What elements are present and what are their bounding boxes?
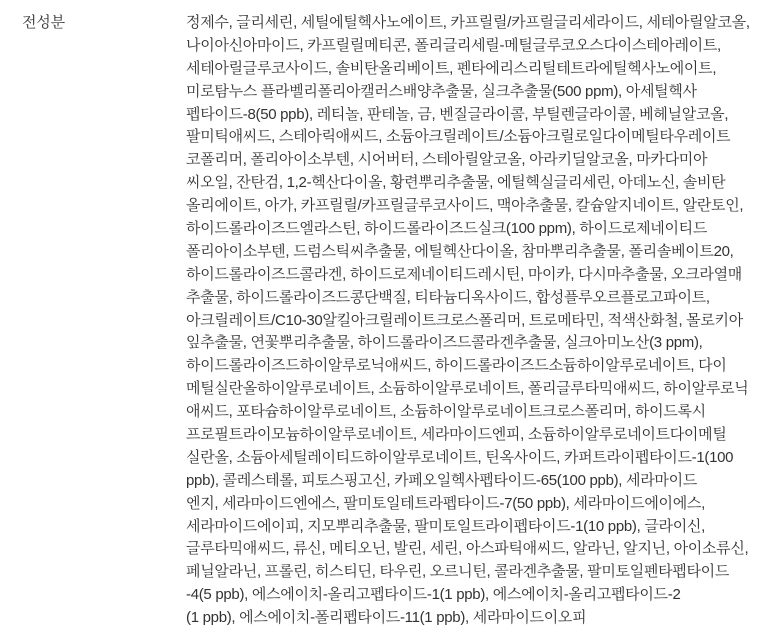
ingredients-text-line: 엔지, 세라마이드엔에스, 팔미토일테트라펩타이드-7(50 ppb), 세라마이드에이에스,: [186, 494, 705, 512]
ingredients-text-line: 애씨드, 포타슘하이알루로네이트, 소듐하이알루로네이트크로스폴리머, 하이드록시: [186, 403, 706, 421]
ingredients-text-line: 씨오일, 잔탄검, 1,2-헥산다이올, 황련뿌리추출물, 에틸헥실글리세린, 아데노신, 솔비탄: [186, 174, 726, 192]
ingredients-text-line: 정제수, 글리세린, 세틸에틸헥사노에이트, 카프릴릴/카프릴글리세라이드, 세테아릴알코올,: [186, 14, 750, 31]
ingredients-text-line: 올리에이트, 아가, 카프릴릴/카프릴글루코사이드, 맥아추출물, 칼슘알지네이트, 알란토인,: [186, 197, 744, 215]
ingredients-text-line: 페닐알라닌, 프롤린, 히스티딘, 타우린, 오르니틴, 콜라겐추출물, 팔미토일펜타펩타이드: [186, 563, 730, 581]
ingredients-text-line: 프로필트라이모늄하이알루로네이트, 세라마이드엔피, 소듐하이알루로네이트다이메틸: [186, 426, 727, 444]
ingredients-text-line: -4(5 ppb), 에스에이치-올리고펩타이드-1(1 ppb), 에스에이치-올리고펩타이드-2: [186, 586, 681, 604]
ingredients-text-line: 글루타믹애씨드, 류신, 메티오닌, 발린, 세린, 아스파틱애씨드, 알라닌, 알지닌, 아이소류신,: [186, 540, 749, 558]
ingredients-text: [186, 12, 772, 630]
ingredients-text-line: 잎추출물, 연꽃뿌리추출물, 하이드롤라이즈드콜라겐추출물, 실크아미노산(3 ppm),: [186, 334, 703, 352]
ingredients-text-line: 폴리아이소부텐, 드럼스틱씨추출물, 에틸헥산다이올, 참마뿌리추출물, 폴리솔베이트20,: [186, 242, 734, 260]
ingredients-text-line: 펩타이드-8(50 ppb), 레티놀, 판테놀, 금, 벤질글라이콜, 부틸렌글라이콜, 베헤닐알코올,: [186, 105, 729, 123]
ingredients-text-line: 하이드롤라이즈드하이알루로닉애씨드, 하이드롤라이즈드소듐하이알루로네이트, 다이: [186, 357, 727, 375]
ingredients-label: 전성분: [22, 14, 65, 31]
ingredients-text-line: 하이드롤라이즈드엘라스틴, 하이드롤라이즈드실크(100 ppm), 하이드로제네이티드: [186, 220, 708, 238]
ingredients-text-line: 실란올, 소듐아세틸레이티드하이알루로네이트, 틴옥사이드, 카퍼트라이펩타이드-1(100: [186, 448, 734, 466]
ingredients-text-line: 코폴리머, 폴리아이소부텐, 시어버터, 스테아릴알코올, 아라키딜알코올, 마카다미아: [186, 151, 708, 169]
ingredients-text-line: 세테아릴글루코사이드, 솔비탄올리베이트, 펜타에리스리틸테트라에틸헥사노에이트,: [186, 59, 717, 77]
ingredients-text-line: 세라마이드에이피, 지모뿌리추출물, 팔미토일트라이펩타이드-1(10 ppb), 글라이신,: [186, 517, 705, 535]
ingredients-text-line: 아크릴레이트/C10-30알킬아크릴레이트크로스폴리머, 트로메타민, 적색산화철, 몰로키아: [186, 311, 743, 329]
ingredients-text-line: 나이아신아마이드, 카프릴릴메티콘, 폴리글리세릴-메틸글루코오스다이스테아레이트,: [186, 36, 721, 54]
ingredients-text-line: 추출물, 하이드롤라이즈드콩단백질, 티타늄디옥사이드, 합성플루오르플로고파이트,: [186, 288, 710, 306]
ingredients-text-line: 메틸실란올하이알루로네이트, 소듐하이알루로네이트, 폴리글루타믹애씨드, 하이알루로닉: [186, 380, 749, 398]
ingredients-text-line: 하이드롤라이즈드콜라겐, 하이드로제네이티드레시틴, 마이카, 다시마추출물, 오크라열매: [186, 265, 742, 283]
ingredients-text-line: 미로탐누스 플라벨리폴리아캘러스배양추출물, 실크추출물(500 ppm), 아세틸헥사: [186, 82, 697, 100]
ingredients-text-line: 팔미틱애씨드, 스테아릭애씨드, 소듐아크릴레이트/소듐아크릴로일다이메틸타우레이트: [186, 128, 731, 146]
ingredients-text-line: (1 ppb), 에스에이치-폴리펩타이드-11(1 ppb), 세라마이드이오피: [186, 609, 587, 627]
ingredients-text-line: ppb), 콜레스테롤, 피토스핑고신, 카페오일헥사펩타이드-65(100 ppb), 세라마이드: [186, 471, 697, 489]
